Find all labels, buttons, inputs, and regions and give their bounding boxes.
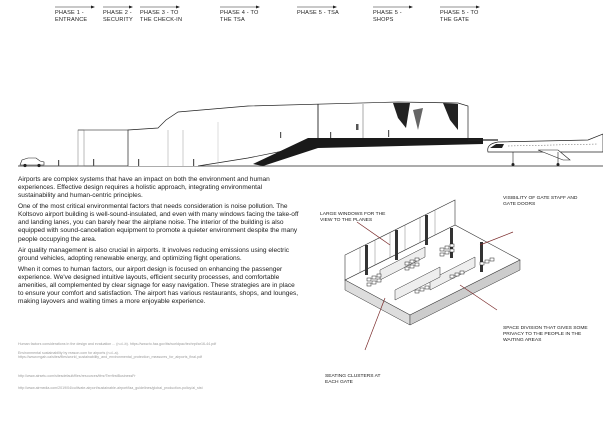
- phase-label-shops: PHASE 5 - SHOPS: [373, 5, 413, 23]
- reference-3: http://www.airsetu.com/sitesdefault/files/resources/tfmr/TerrfirstBusinessFr: [18, 374, 136, 378]
- airport-section-drawing: [18, 100, 603, 172]
- airplane-icon: [488, 134, 603, 166]
- phase-label-gate: PHASE 5 - TO THE GATE: [440, 5, 480, 23]
- arrow-right-icon: [103, 5, 143, 9]
- paragraph-air-quality: Air quality management is also crucial in airports. It involves reducing emissions using electric ground vehicles, adopting renewable energy, and optimizing flight operations.: [18, 246, 290, 262]
- paragraph-intro: Airports are complex systems that have an impact on both the environment and human experiences. Effective design requires a holistic approach, integrating environmental sustainability and human-centric principles.: [18, 176, 270, 200]
- reference-2: Environmental sustainability by reason.com for airports (n.d.-a). https://www.mgah.ca/sites/files/world_sustainability_and_environmental_protection_measures_for_airports_final.pdf: [18, 351, 202, 360]
- paragraph-noise: One of the most critical environmental factors that needs consideration is noise pollution. The Koltsovo airport building is well-sound-insulated, and even with many windows facing the take-off and landing lanes, you can barely hear the airplane noise. The interior of the building is also equipped with sound-cancellation equipment to promote a quieter environment despite the many people occupying the area.: [18, 203, 299, 243]
- reference-4: http://www.airmedia.com/2019/04/cultivate-airport/sustainable-airport/faa_guidelines/global_production-policy/ai_stst: [18, 386, 203, 390]
- phase-label-tsa: PHASE 5 - TSA: [297, 5, 339, 17]
- paragraph-human-factors: When it comes to human factors, our airport design is focused on enhancing the passenger experience. We've designed intuitive layouts, efficient security processes, and comfortable amenities, all complemented by clear signage for easy navigation. These strategies are in place to ensure your comfort and satisfaction. The airport has various restaurants, shops, and lounges, making layovers and waiting times a more enjoyable experience.: [18, 266, 299, 306]
- arrow-right-icon: [373, 5, 413, 9]
- arrow-right-icon: [297, 5, 337, 9]
- callout-space-division: SPACE DIVISION THAT GIVES SOME PRIVACY TO THE PEOPLE IN THE WAITING AREAS: [503, 326, 588, 343]
- reference-1: Human factors considerations in the design and evaluation ... (n.d.-b). https://www.tc.faa.gov/its/worldpac/techrpt/ar16-44.pdf: [18, 342, 217, 346]
- phase-label-security: PHASE 2 - SECURITY: [103, 5, 143, 23]
- phase-label-to-tsa: PHASE 4 - TO THE TSA: [220, 5, 260, 23]
- phase-label-check-in: PHASE 3 - TO THE CHECK-IN: [140, 5, 182, 23]
- callout-large-windows: LARGE WINDOWS FOR THE VIEW TO THE PLANES: [320, 212, 386, 223]
- callout-gate-staff: VISIBILITY OF GATE STAFF AND GATE DOORS: [503, 196, 578, 207]
- body-text: [18, 176, 301, 309]
- phase-label-entrance: PHASE 1 - ENTRANCE: [55, 5, 95, 23]
- arrow-right-icon: [220, 5, 260, 9]
- arrow-right-icon: [140, 5, 180, 9]
- arrow-right-icon: [440, 5, 480, 9]
- arrow-right-icon: [55, 5, 95, 9]
- callout-seating-clusters: SEATING CLUSTERS AT EACH GATE: [325, 374, 381, 385]
